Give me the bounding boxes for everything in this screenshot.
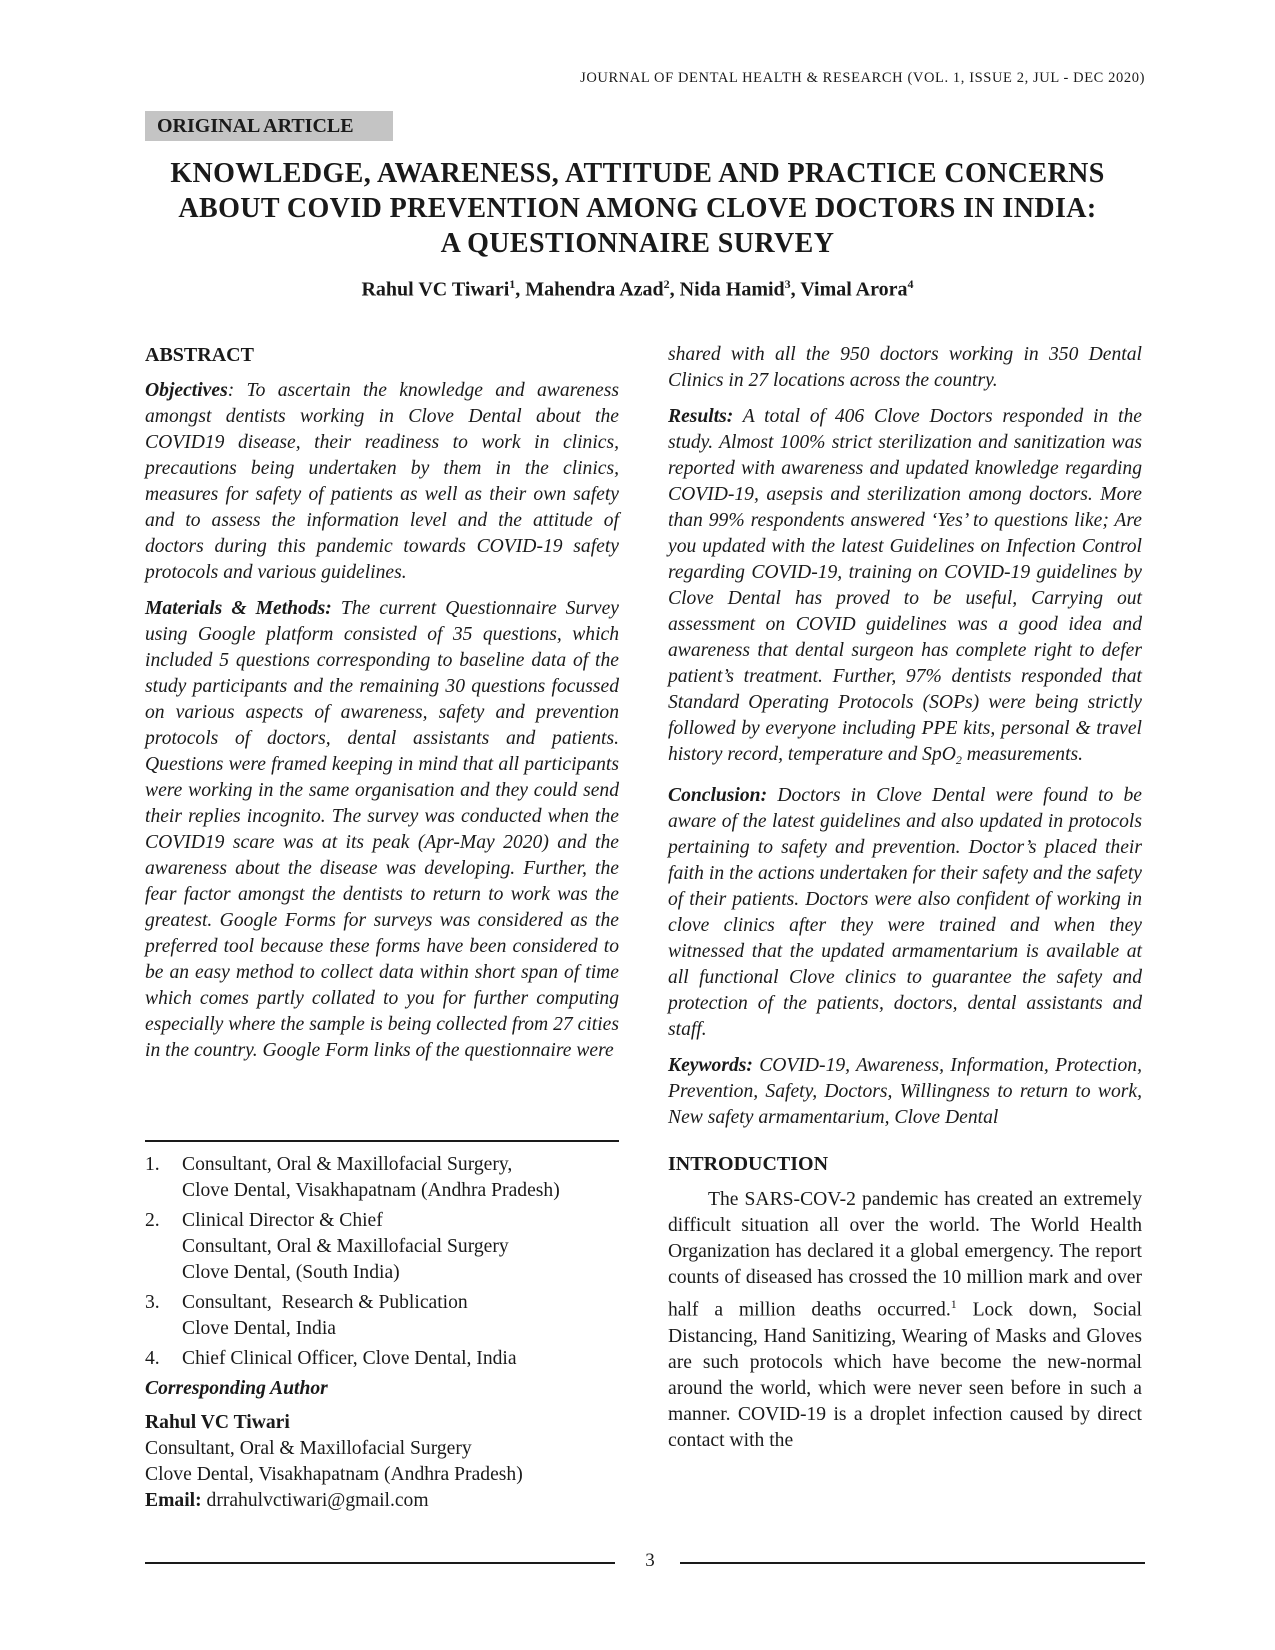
affiliation-number: 1. xyxy=(145,1154,160,1175)
author-list: Rahul VC Tiwari$^1$, Mahendra Azad$^2$, Nida Hamid$^3$, Vimal Arora$^4$ xyxy=(361,277,914,301)
affiliation-line: Consultant, Research & Publication xyxy=(182,1292,468,1313)
introduction-paragraph xyxy=(668,1187,1142,1454)
author-sup: 3 xyxy=(784,277,791,291)
affiliation-line: Consultant, Oral & Maxillofacial Surgery xyxy=(182,1236,509,1257)
abstract-heading: ABSTRACT xyxy=(145,344,254,366)
affiliation-line: Clove Dental, Visakhapatnam (Andhra Pradesh) xyxy=(182,1180,560,1201)
title-line: ABOUT COVID PREVENTION AMONG CLOVE DOCTORS IN INDIA: xyxy=(178,193,1097,224)
affiliation-line: Clove Dental, (South India) xyxy=(182,1262,400,1283)
author-sup: 1 xyxy=(509,277,516,291)
results-subscript: 2 xyxy=(955,753,962,767)
methods-text: The current Questionnaire Survey using Google platform consisted of 35 questions, which included 5 questions corresponding to baseline data of the study participants and the remaining 30 questions focussed on various aspects of awareness, safety and prevention protocols of doctors, dental assistants and patients. Questions were framed keeping in mind that all participants were working in the same organisation and they could send their replies incognito. The survey was conducted when the COVID19 scare was at its peak (Apr-May 2020) and the awareness about the disease was developing. Further, the fear factor amongst the dentists to return to work was the greatest. Google Forms for surveys was considered as the preferred tool because these forms have been considered to be an easy method to collect data within short span of time which comes partly collated to you for further computing especially where the sample is being collected from 27 cities in the country. Google Form links of the questionnaire were xyxy=(145,598,619,1061)
keywords-paragraph xyxy=(668,1053,1142,1131)
author-sup: 4 xyxy=(907,277,914,291)
objectives-paragraph xyxy=(145,378,619,586)
footer-rule-left xyxy=(145,1562,615,1564)
affiliation-number: 4. xyxy=(145,1348,160,1369)
left-column xyxy=(145,342,619,1074)
objectives-label: Objectives xyxy=(145,380,228,401)
affiliation-line: Consultant, Oral & Maxillofacial Surgery, xyxy=(182,1154,513,1175)
author-sup: 2 xyxy=(663,277,670,291)
introduction-text-continued: Lock down, Social Distancing, Hand Sanitizing, Wearing of Masks and Gloves are such protocols which have become the new-normal around the world, which were never seen before in such a manner. COVID-19 is a droplet infection caused by direct contact with the xyxy=(668,1299,1142,1451)
corresponding-author-label: Corresponding Author xyxy=(145,1378,328,1399)
affiliation-line: Clove Dental, India xyxy=(182,1318,336,1339)
affiliation-item xyxy=(145,1346,625,1372)
results-text: A total of 406 Clove Doctors responded in the study. Almost 100% strict sterilization and sanitization was reported with awareness and updated knowledge regarding COVID-19, asepsis and sterilization among doctors. More than 99% respondents answered ‘Yes’ to questions like; Are you updated with the latest Guidelines on Infection Control regarding COVID-19, training on COVID-19 guidelines by Clove Dental has proved to be useful, Carrying out assessment on COVID guidelines was a good idea and awareness that dental surgeon has complete right to defer patient’s treatment. Further, 97% dentists responded that Standard Operating Protocols (SOPs) were being strictly followed by everyone including PPE kits, personal & travel history record, temperature and SpO xyxy=(668,406,1142,765)
affiliation-item xyxy=(145,1208,625,1286)
corresponding-affiliation: Consultant, Oral & Maxillofacial Surgery xyxy=(145,1438,472,1459)
reference-marker: 1 xyxy=(950,1297,957,1311)
affiliation-number: 2. xyxy=(145,1210,160,1231)
corresponding-email-row xyxy=(145,1488,625,1514)
title-line: KNOWLEDGE, AWARENESS, ATTITUDE AND PRACTICE CONCERNS xyxy=(170,158,1105,189)
affiliation-line: Chief Clinical Officer, Clove Dental, India xyxy=(182,1348,517,1369)
keywords-text: COVID-19, Awareness, Information, Protection, Prevention, Safety, Doctors, Willingness to return to work, New safety armamentarium, Clove Dental xyxy=(668,1055,1142,1128)
affiliation-line: Clinical Director & Chief xyxy=(182,1210,383,1231)
results-paragraph xyxy=(668,404,1142,773)
introduction-text: The SARS-COV-2 pandemic has created an extremely difficult situation all over the world. The World Health Organization has declared it a global emergency. The report counts of diseased has crossed the 10 million mark and over half a million deaths occurred. xyxy=(668,1189,1142,1321)
author-name: Nida Hamid xyxy=(679,278,785,301)
page-number: 3 xyxy=(645,1550,655,1571)
email-label: Email: xyxy=(145,1490,202,1511)
conclusion-label: Conclusion: xyxy=(668,785,768,806)
objectives-text: : To ascertain the knowledge and awareness amongst dentists working in Clove Dental about the COVID19 disease, their readiness to work in clinics, precautions being undertaken by them in the clinics, measures for safety of patients as well as their own safety and to assess the information level and the attitude of doctors during this pandemic towards COVID-19 safety protocols and various guidelines. xyxy=(145,380,619,583)
author-name: Rahul VC Tiwari xyxy=(361,278,510,301)
conclusion-text: Doctors in Clove Dental were found to be aware of the latest guidelines and also updated in protocols pertaining to safety and prevention. Doctor’s placed their faith in the actions undertaken for their safety and the safety of their patients. Doctors were also confident of working in clove clinics after they were trained and when they witnessed that the updated armamentarium is available at all functional Clove clinics to guarantee the safety and protection of the patients, doctors, dental assistants and staff. xyxy=(668,785,1142,1040)
right-column xyxy=(668,342,1142,1464)
footer-rule-right xyxy=(680,1562,1145,1564)
conclusion-paragraph xyxy=(668,783,1142,1043)
methods-label: Materials & Methods: xyxy=(145,598,332,619)
keywords-label: Keywords: xyxy=(668,1055,753,1076)
corresponding-author-name: Rahul VC Tiwari xyxy=(145,1412,290,1433)
introduction-heading: INTRODUCTION xyxy=(668,1153,829,1175)
journal-header: JOURNAL OF DENTAL HEALTH & RESEARCH (VOL. 1, ISSUE 2, JUL - DEC 2020) xyxy=(580,70,1145,86)
corresponding-location: Clove Dental, Visakhapatnam (Andhra Pradesh) xyxy=(145,1464,523,1485)
affiliations xyxy=(145,1152,625,1514)
results-label: Results: xyxy=(668,406,734,427)
affiliation-number: 3. xyxy=(145,1292,160,1313)
article-title xyxy=(130,156,1145,261)
article-type-badge: ORIGINAL ARTICLE xyxy=(145,111,393,141)
author-name: Mahendra Azad xyxy=(525,278,664,301)
methods-paragraph xyxy=(145,596,619,1064)
affiliation-divider xyxy=(145,1140,619,1142)
title-line: A QUESTIONNAIRE SURVEY xyxy=(440,228,835,259)
methods-continued: shared with all the 950 doctors working in 350 Dental Clinics in 27 locations across the country. xyxy=(668,344,1142,391)
author-name: Vimal Arora xyxy=(800,278,908,301)
results-end: measurements. xyxy=(961,744,1084,765)
affiliation-item xyxy=(145,1152,625,1204)
email-address[interactable]: drrahulvctiwari@gmail.com xyxy=(206,1490,429,1511)
affiliation-item xyxy=(145,1290,625,1342)
